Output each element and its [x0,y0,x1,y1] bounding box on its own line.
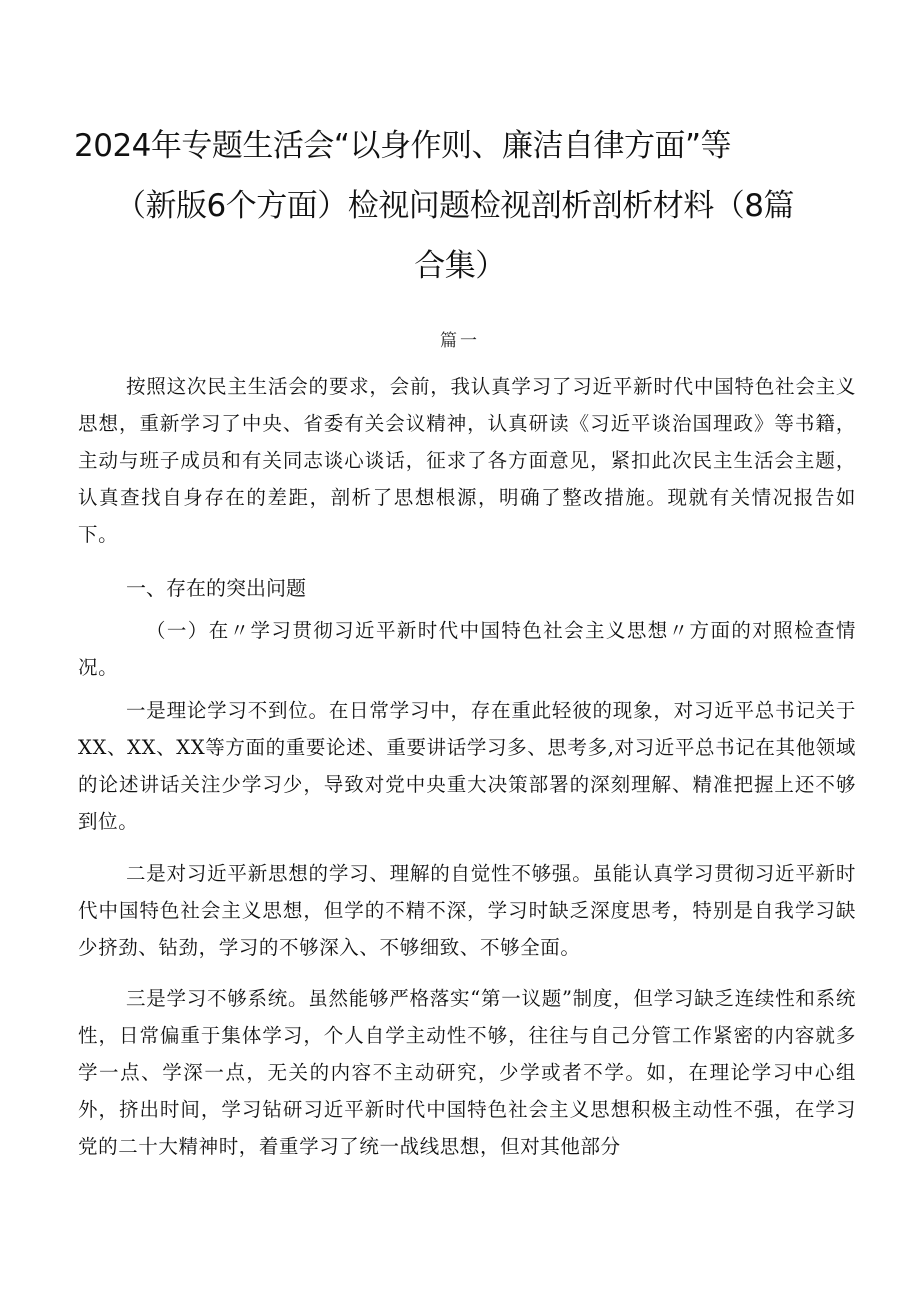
heading-existing-problems: 一、存在的突出问题 [126,576,306,600]
intro-paragraph: 按照这次民主生活会的要求，会前，我认真学习了习近平新时代中国特色社会主义思想，重新学习了中央、省委有关会议精神，认真研读《习近平谈治国理政》等书籍，主动与班子成员和有关同志谈心谈话，征求了各方面意见，紧扣此次民主生活会主题，认真查找自身存在的差距，剖析了思想根源，明确了整改措施。现就有关情况报告如下。 [78,375,856,546]
document-title [60,116,860,296]
point-1-paragraph: 一是理论学习不到位。在日常学习中，存在重此轻彼的现象，对习近平总书记关于XX、XX、XX等方面的重要论述、重要讲话学习多、思考多,对习近平总书记在其他领域的论述讲话关注少学习少，导致对党中央重大决策部署的深刻理解、精准把握上还不够到位。 [78,699,856,833]
title-line-3: 合集） [414,248,506,284]
point-2-paragraph: 二是对习近平新思想的学习、理解的自觉性不够强。虽能认真学习贯彻习近平新时代中国特色社会主义思想，但学的不精不深，学习时缺乏深度思考，特别是自我学习缺少挤劲、钻劲，学习的不够深入、不够细致、不够全面。 [78,862,856,959]
section-heading: 篇一 [440,331,480,351]
subsection-paragraph: （一）在〃学习贯彻习近平新时代中国特色社会主义思想〃方面的对照检查情况。 [78,619,856,679]
point-3-paragraph: 三是学习不够系统。虽然能够严格落实“第一议题”制度，但学习缺乏连续性和系统性，日常偏重于集体学习，个人自学主动性不够，往往与自己分管工作紧密的内容就多学一点、学深一点，无关的内容不主动研究，少学或者不学。如，在理论学习中心组外，挤出时间，学习钻研习近平新时代中国特色社会主义思想积极主动性不强，在学习党的二十大精神时，着重学习了统一战线思想，但对其他部分 [78,987,856,1158]
title-line-2: （新版6个方面）检视问题检视剖析剖析材料（8篇 [115,188,794,224]
title-line-1: 2024年专题生活会“以身作则、廉洁自律方面”等 [74,128,732,164]
